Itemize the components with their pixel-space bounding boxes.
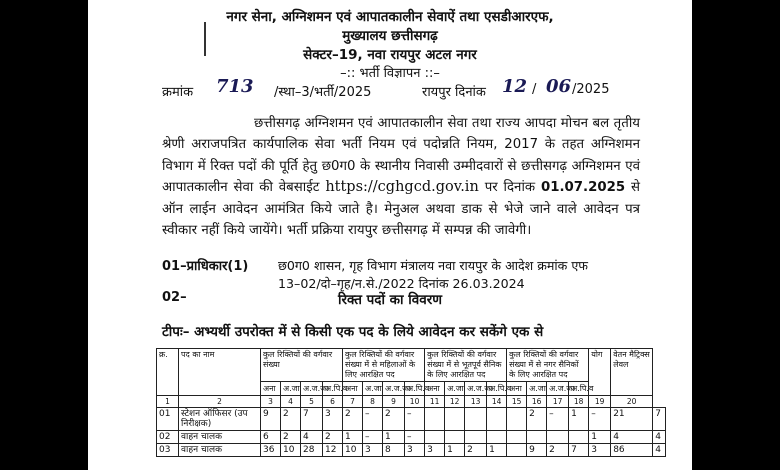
table-cell: 2 <box>527 408 547 431</box>
cat-label: अ.पि.व <box>487 382 507 396</box>
table-cell: 86 <box>611 444 653 457</box>
table-cell <box>465 431 487 444</box>
column-number: 11 <box>425 396 445 408</box>
table-cell: 3 <box>323 408 343 431</box>
column-number: 19 <box>589 396 611 408</box>
column-number: 14 <box>487 396 507 408</box>
cat-label: अना <box>343 382 363 396</box>
intro-paragraph <box>162 113 640 241</box>
header-sr: क्र. <box>157 349 179 396</box>
cat-label: अ.ज.जा <box>547 382 569 396</box>
column-number: 5 <box>301 396 323 408</box>
row-post-name: वाहन चालक <box>179 444 261 457</box>
table-body <box>157 408 666 457</box>
table-cell <box>487 408 507 431</box>
table-cell: 2 <box>281 408 301 431</box>
table-cell <box>547 431 569 444</box>
header-home-guards: कुल रिक्तियों की वर्गवार संख्या में से नगर सैनिकों के लिए आरक्षित पद <box>507 349 589 382</box>
table-cell: 3 <box>405 444 425 457</box>
cat-label: अ.जा <box>281 382 301 396</box>
ref-month: 06 <box>546 76 572 97</box>
table-cell: 7 <box>653 408 666 431</box>
table-cell: 36 <box>261 444 281 457</box>
section-1-label: 01–प्राधिकार(1) <box>162 259 249 274</box>
tip-note: टीपः– अभ्यर्थी उपरोक्त में से किसी एक पद के लिये आवेदन कर सकेंगे एक से <box>162 324 544 340</box>
table-cell: 4 <box>653 444 666 457</box>
column-number: 20 <box>611 396 653 408</box>
ref-day: 12 <box>502 76 528 97</box>
column-number: 2 <box>179 396 261 408</box>
column-number: 1 <box>157 396 179 408</box>
intro-part-3: से ऑन लाईन आवेदन आमंत्रित किये जाते है। मेनुअल अथवा डाक से भेजे जाने वाले आवेदन पत्र स्वीकार नहीं किये जायेंगे। भर्ती प्रक्रिया रायपुर छत्तीसगढ़ में सम्पन्न की जावेगी। <box>162 180 641 239</box>
table-cell: – <box>589 408 611 431</box>
table-cell <box>487 431 507 444</box>
table-cell <box>507 431 527 444</box>
intro-date: 01.07.2025 <box>541 180 626 196</box>
cat-label: अना <box>425 382 445 396</box>
table-row <box>157 408 666 431</box>
notice-title: –:: भर्ती विज्ञापन ::– <box>340 66 440 81</box>
table-cell <box>465 408 487 431</box>
ref-prefix: क्रमांक <box>162 85 194 100</box>
table-cell <box>569 431 589 444</box>
cat-label: अ.ज.जा <box>301 382 323 396</box>
column-number: 16 <box>527 396 547 408</box>
row-post-name: वाहन चालक <box>179 431 261 444</box>
table-cell: 2 <box>281 431 301 444</box>
document-page <box>88 0 692 470</box>
table-cell: 2 <box>465 444 487 457</box>
ref-place-date: रायपुर दिनांक <box>422 85 486 100</box>
header-pay-level: वेतन मैट्रिक्स लेवल <box>611 349 653 396</box>
header-line-3: सेक्टर–19, नवा रायपुर अटल नगर <box>303 47 477 63</box>
header-total: कुल रिक्तियों की वर्गवार संख्या <box>261 349 343 382</box>
ref-number: 713 <box>216 76 254 97</box>
column-number: 8 <box>363 396 383 408</box>
row-serial: 02 <box>157 431 179 444</box>
table-cell: 4 <box>653 431 666 444</box>
section-1-line-2: 13–02/दो–गृह/न.से./2022 दिनांक 26.03.2024 <box>278 276 525 291</box>
section-1-text <box>278 257 588 293</box>
cat-label: अ.जा <box>445 382 465 396</box>
table-cell: 1 <box>487 444 507 457</box>
table-cell: 4 <box>301 431 323 444</box>
table-cell <box>507 408 527 431</box>
cat-label: अ.पि.व <box>405 382 425 396</box>
table-cell: 10 <box>281 444 301 457</box>
table-cell <box>445 408 465 431</box>
table-cell: 1 <box>569 408 589 431</box>
cat-label: अ.जा <box>527 382 547 396</box>
table-cell: 10 <box>343 444 363 457</box>
table-cell: 2 <box>343 408 363 431</box>
table-cell <box>425 408 445 431</box>
cat-label: अना <box>507 382 527 396</box>
column-number: 3 <box>261 396 281 408</box>
column-number: 6 <box>323 396 343 408</box>
column-number: 9 <box>383 396 405 408</box>
table-cell: – <box>363 431 383 444</box>
table-cell: 1 <box>383 431 405 444</box>
table-cell: 12 <box>323 444 343 457</box>
column-number: 4 <box>281 396 301 408</box>
table-cell <box>507 444 527 457</box>
table-cell: 3 <box>589 444 611 457</box>
row-post-name: स्टेशन ऑफिसर (उप निरीक्षक) <box>179 408 261 431</box>
header-line-2: मुख्यालय छत्तीसगढ़ <box>342 28 438 44</box>
cat-label: अ.ज.जा <box>465 382 487 396</box>
cat-label: अ.जा <box>363 382 383 396</box>
cat-label: अ.ज.जा <box>383 382 405 396</box>
table-cell: 1 <box>445 444 465 457</box>
header-women: कुल रिक्तियों की वर्गवार संख्या में से महिलाओं के लिए आरक्षित पद <box>343 349 425 382</box>
table-cell: 4 <box>611 431 653 444</box>
header-sum: योग <box>589 349 611 396</box>
vacancy-table <box>156 348 666 457</box>
cat-label: अना <box>261 382 281 396</box>
section-2-label: 02– <box>162 290 187 305</box>
header-line-1: नगर सेना, अग्निशमन एवं आपातकालीन सेवाऐं तथा एसडीआरएफ, <box>226 9 554 25</box>
row-serial: 03 <box>157 444 179 457</box>
column-number: 17 <box>547 396 569 408</box>
intro-part-1: छत्तीसगढ़ अग्निशमन एवं आपातकालीन सेवा तथा राज्य आपदा मोचन बल तृतीय श्रेणी अराजपत्रित कार्यपालिक सेवा भर्ती नियम एवं पदोन्नति नियम, 2017 के तहत अग्निशमन विभाग में रिक्त पदों की पूर्ति हेतु छ0ग0 के स्थानीय निवासी उम्मीदवारों से छत्तीसगढ़ अग्निशमन एवं आपातकालीन सेवा की वेबसाईट <box>162 116 640 196</box>
intro-part-2: पर दिनांक <box>484 180 536 196</box>
header-ex-servicemen: कुल रिक्तियों की वर्गवार संख्या में से भूतपूर्व सैनिक के लिए आरक्षित पद <box>425 349 507 382</box>
table-row <box>157 444 666 457</box>
table-cell <box>425 431 445 444</box>
table-cell <box>445 431 465 444</box>
column-number: 12 <box>445 396 465 408</box>
table-cell <box>527 431 547 444</box>
column-number: 10 <box>405 396 425 408</box>
table-header-row <box>157 349 666 382</box>
table-cell: 1 <box>589 431 611 444</box>
header-post: पद का नाम <box>179 349 261 396</box>
column-number: 7 <box>343 396 363 408</box>
table-cell: 1 <box>343 431 363 444</box>
table-number-row <box>157 396 666 408</box>
section-1-line-1: छ0ग0 शासन, गृह विभाग मंत्रालय नवा रायपुर के आदेश क्रमांक एफ <box>278 258 589 273</box>
ref-code: /स्था–3/भर्ती/2025 <box>274 85 372 100</box>
table-cell: 28 <box>301 444 323 457</box>
table-cell: 3 <box>363 444 383 457</box>
table-cell: 6 <box>261 431 281 444</box>
row-serial: 01 <box>157 408 179 431</box>
table-cell: 2 <box>323 431 343 444</box>
column-number: 18 <box>569 396 589 408</box>
table-cell: 9 <box>527 444 547 457</box>
section-2-title: रिक्त पदों का विवरण <box>337 292 443 308</box>
table-cell: 7 <box>301 408 323 431</box>
table-cell: 21 <box>611 408 653 431</box>
table-cell: – <box>405 408 425 431</box>
column-number: 13 <box>465 396 487 408</box>
table-cell: 2 <box>383 408 405 431</box>
table-row <box>157 431 666 444</box>
cat-label: अ.पि.व <box>323 382 343 396</box>
column-number: 15 <box>507 396 527 408</box>
website-url: https://cghgcd.gov.in <box>325 179 479 196</box>
cat-label: अ.पि.व <box>569 382 589 396</box>
table-cell: 7 <box>569 444 589 457</box>
table-cell: – <box>547 408 569 431</box>
table-cell: 3 <box>425 444 445 457</box>
ref-year: /2025 <box>572 82 610 97</box>
table-cell: 8 <box>383 444 405 457</box>
table-cell: – <box>405 431 425 444</box>
table-cell: 2 <box>547 444 569 457</box>
ref-slash: / <box>532 82 537 97</box>
table-cell: 9 <box>261 408 281 431</box>
table-cell: – <box>363 408 383 431</box>
